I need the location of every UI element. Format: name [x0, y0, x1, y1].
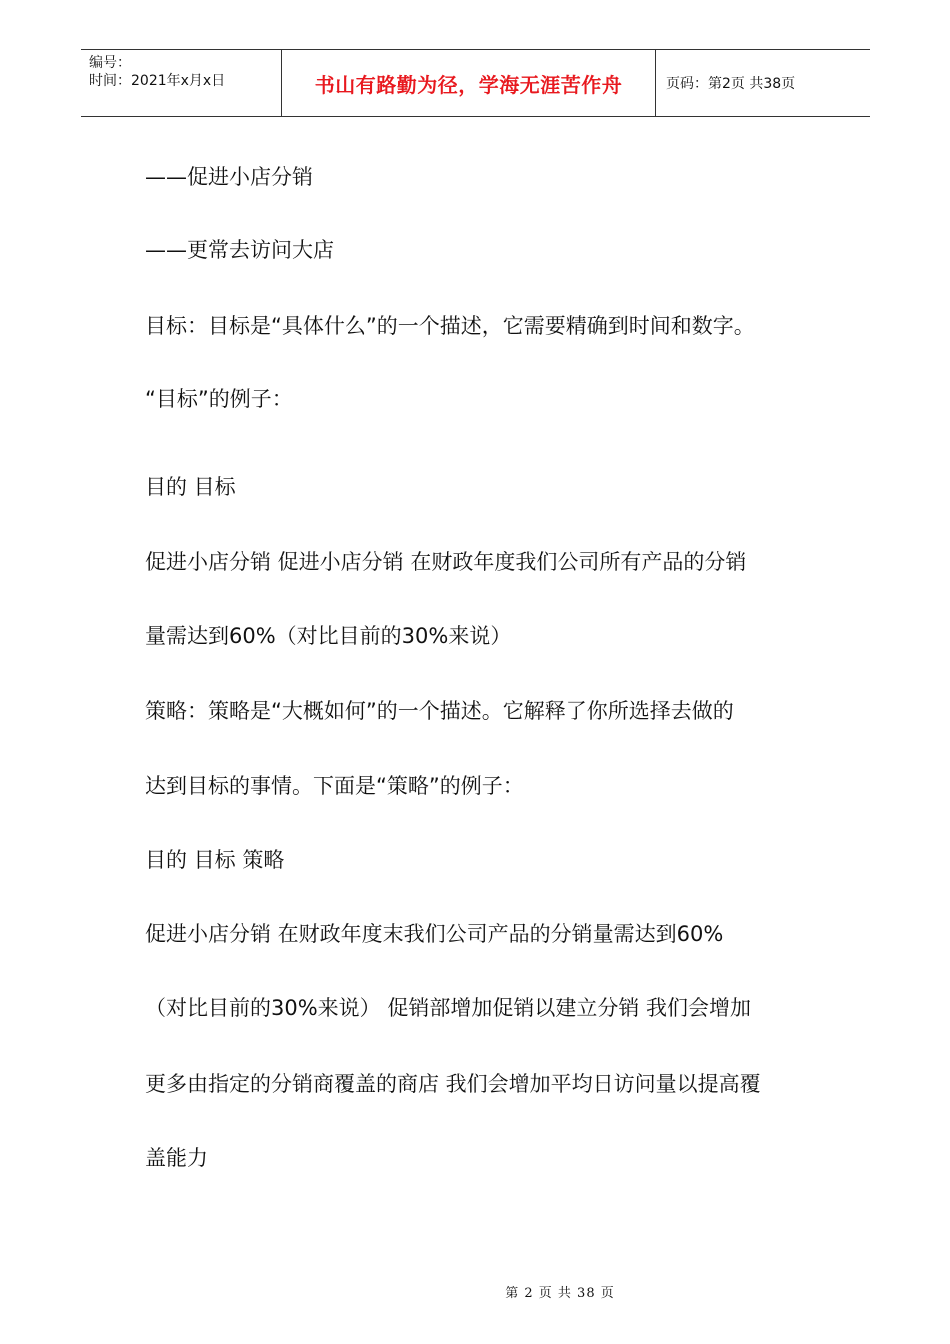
- body-line-4: “目标”的例子：: [145, 387, 293, 411]
- body-line-12: （对比目前的30%来说） 促销部增加促销以建立分销 我们会增加: [145, 996, 752, 1020]
- header-motto-cell: [281, 50, 656, 116]
- body-line-10: 目的 目标 策略: [145, 848, 285, 872]
- body-line-13: 更多由指定的分销商覆盖的商店 我们会增加平均日访问量以提高覆: [145, 1072, 761, 1096]
- header-info-cell: [81, 50, 281, 116]
- body-line-2: ——更常去访问大店: [145, 238, 334, 262]
- document-number-label: 编号：: [89, 55, 131, 71]
- page-header: [81, 49, 870, 117]
- header-page-code: 页码：第2页 共38页: [666, 76, 796, 92]
- body-line-3: 目标：目标是“具体什么”的一个描述，它需要精确到时间和数字。: [145, 314, 755, 338]
- body-line-8: 策略：策略是“大概如何”的一个描述。它解释了你所选择去做的: [145, 699, 734, 723]
- body-line-14: 盖能力: [145, 1146, 208, 1170]
- body-line-6: 促进小店分销 促进小店分销 在财政年度我们公司所有产品的分销: [145, 550, 747, 574]
- body-line-1: ——促进小店分销: [145, 165, 313, 189]
- body-line-7: 量需达到60%（对比目前的30%来说）: [145, 624, 512, 648]
- body-line-9: 达到目标的事情。下面是“策略”的例子：: [145, 774, 524, 798]
- body-line-11: 促进小店分销 在财政年度末我们公司产品的分销量需达到60%: [145, 922, 724, 946]
- header-motto: 书山有路勤为径，学海无涯苦作舟: [314, 72, 623, 97]
- page-footer: 第 2 页 共 38 页: [505, 1286, 615, 1301]
- header-page-cell: [656, 50, 870, 116]
- body-line-5: 目的 目标: [145, 475, 236, 499]
- document-time-label: 时间：2021年x月x日: [89, 73, 226, 89]
